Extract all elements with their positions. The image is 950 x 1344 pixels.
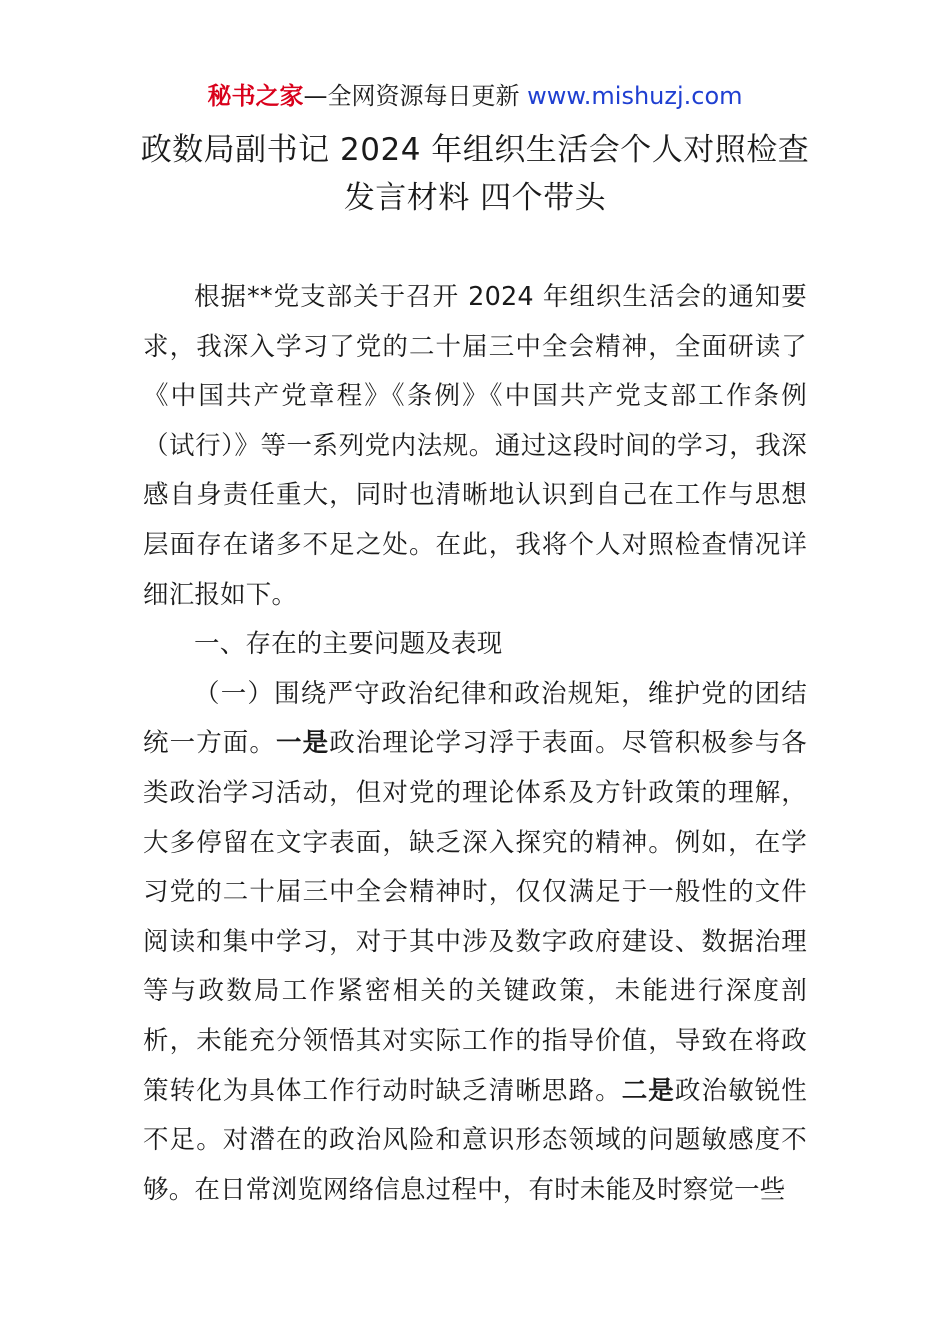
document-body: [143, 273, 807, 1215]
subsection-lead: （一）围绕严守政治纪律和政治规矩，维护党的团结统一方面。: [143, 678, 807, 759]
issue-paragraph: [143, 670, 807, 1216]
point-text-1: 政治理论学习浮于表面。尽管积极参与各类政治学习活动，但对党的理论体系及方针政策的理解，大多停留在文字表面，缺乏深入探究的精神。例如，在学习党的二十届三中全会精神时，仅仅满足于一般性的文件阅读和集中学习，对于其中涉及数字政府建设、数据治理等与政数局工作紧密相关的关键政策，未能进行深度剖析，未能充分领悟其对实际工作的指导价值，导致在将政策转化为具体工作行动时缺乏清晰思路。: [143, 728, 807, 1106]
point-text-2: 政治敏锐性不足。对潜在的政治风险和意识形态领域的问题敏感度不够。在日常浏览网络信息过程中，有时未能及时察觉一些: [143, 1075, 807, 1205]
intro-paragraph: 根据**党支部关于召开 2024 年组织生活会的通知要求，我深入学习了党的二十届三中全会精神，全面研读了《中国共产党章程》《条例》《中国共产党支部工作条例（试行）》等一系列党内法规。通过这段时间的学习，我深感自身责任重大，同时也清晰地认识到自己在工作与思想层面存在诸多不足之处。在此，我将个人对照检查情况详细汇报如下。: [143, 282, 807, 610]
site-brand: 秘书之家: [207, 82, 304, 110]
title-line-1: 政数局副书记 2024 年组织生活会个人对照检查: [140, 132, 810, 168]
point-marker-2: 二是: [621, 1075, 675, 1106]
site-url-link[interactable]: www.mishuzj.com: [527, 82, 743, 110]
site-header: [0, 80, 950, 112]
point-marker-1: 一是: [275, 728, 330, 759]
document-title: [120, 126, 830, 222]
section-heading: 一、存在的主要问题及表现: [194, 629, 503, 660]
site-tagline: —全网资源每日更新: [303, 82, 528, 110]
title-line-2: 发言材料 四个带头: [343, 180, 607, 216]
